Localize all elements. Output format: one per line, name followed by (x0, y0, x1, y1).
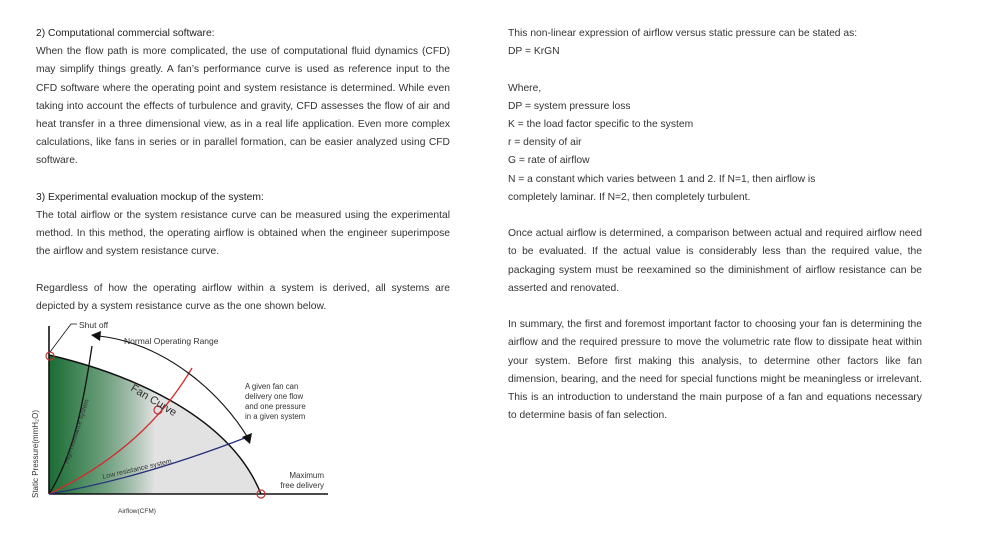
left-column (36, 25, 450, 316)
intro-text: This non-linear expression of airflow versus static pressure can be stated as: (508, 28, 858, 39)
given-fan-line-3: and one pressure (245, 402, 306, 411)
max-free-line-2: free delivery (280, 481, 324, 490)
high-resistance-label: High resistance system (63, 398, 91, 465)
experimental-heading: 3) Experimental evaluation mockup of the system: (36, 191, 264, 203)
fan-curve-label: Fan Curve (128, 382, 179, 420)
def-k: K = the load factor specific to the system (508, 119, 694, 130)
comparison-paragraph: Once actual airflow is determined, a comparison between actual and required airflow need to be evaluated. If the actual value is considerably less than the required value, the packaging system must be reexamined so the diminishment of airflow resistance can be asserted and renovated. (508, 228, 922, 294)
def-dp: DP = system pressure loss (508, 100, 631, 112)
range-arrow-left (91, 331, 101, 341)
regardless-paragraph: Regardless of how the operating airflow within a system is derived, all systems are depicted by a system resistance curve as the one shown below. (36, 282, 450, 313)
low-resistance-label: Low resistance system (101, 458, 173, 481)
x-axis-label: Airflow(CFM) (118, 508, 156, 515)
where-heading: Where, (508, 82, 542, 94)
given-fan-line-4: in a given system (245, 412, 306, 421)
shut-off-leader (50, 324, 77, 352)
cfd-paragraph: When the flow path is more complicated, the use of computational fluid dynamics (CFD) may simplify things greatly. A fan’s performance curve is used as reference input to the CFD software where the operating point and system resistance is determined. While even taking into account the effects of turbulence and gravity, CFD assesses the flow of air and heat transfer in a three dimensional view, as in a real life application. Even more complex calculations, like fans in series or in parallel formation, can be easier analyzed using CFD software. (36, 46, 450, 167)
summary-paragraph: In summary, the first and foremost important factor to choosing your fan is determining the airflow and the required pressure to move the volumetric rate flow to dissipate heat within your system. Before first making this analysis, to determine other factors like fan dimension, bearing, and the need for special functions might be meaningless or irrelevant. This is an introduction to understand the main purpose of a fan and equations necessary to determine basis of fan selection. (508, 319, 922, 422)
experimental-paragraph: The total airflow or the system resistance curve can be measured using the experimental method. In this method, the operating airflow is obtained when the engineer superimpose the airflow and system resistance curve. (36, 210, 450, 258)
def-r: r = density of air (508, 137, 582, 149)
def-g: G = rate of airflow (508, 155, 590, 167)
y-axis-label: Static Pressure(mmH₂O) (31, 409, 40, 498)
max-free-line-1: Maximum (289, 471, 324, 480)
def-n: N = a constant which varies between 1 and 2. If N=1, then airflow is (508, 173, 816, 185)
right-column (508, 25, 922, 425)
def-n-continued: completely laminar. If N=2, then completely turbulent. (508, 191, 751, 203)
formula: DP = KrGN (508, 46, 560, 58)
shut-off-label: Shut off (79, 320, 109, 330)
normal-range-label: Normal Operating Range (124, 336, 219, 346)
given-fan-line-1: A given fan can (245, 382, 299, 391)
given-fan-line-2: delivery one flow (245, 392, 304, 401)
system-resistance-figure (28, 316, 338, 522)
cfd-heading: 2) Computational commercial software: (36, 28, 215, 39)
